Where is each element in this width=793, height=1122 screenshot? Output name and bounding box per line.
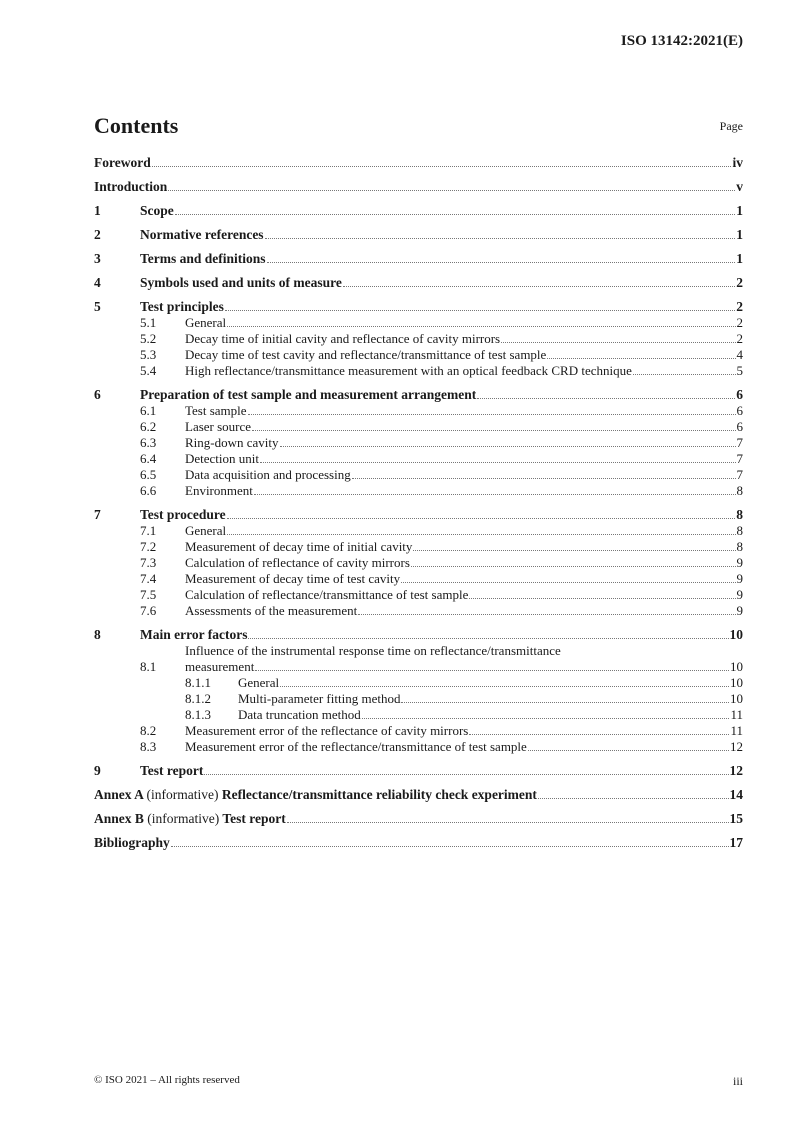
toc-entry-number: 8.1.3 xyxy=(185,707,211,722)
toc-entry[interactable] xyxy=(94,523,743,539)
leader-dots xyxy=(225,310,735,311)
leader-dots xyxy=(633,374,736,375)
toc-entry-page: 10 xyxy=(730,675,743,690)
toc-entry[interactable] xyxy=(94,315,743,331)
toc-entry-page: 8 xyxy=(736,523,743,538)
toc-entry-number: 7.3 xyxy=(140,555,157,570)
toc-entry[interactable] xyxy=(94,251,743,267)
annex-title: Reflectance/transmittance reliability check experiment xyxy=(221,787,537,802)
toc-entry-title: Test procedure xyxy=(140,507,226,522)
toc-entry-number: 6.4 xyxy=(140,451,157,466)
leader-dots xyxy=(477,398,735,399)
toc-entry[interactable] xyxy=(94,787,743,803)
document-id-header: ISO 13142:2021(E) xyxy=(620,33,743,49)
leader-dots xyxy=(227,326,735,327)
toc-entry[interactable] xyxy=(94,643,743,675)
leader-dots xyxy=(469,734,729,735)
leader-dots xyxy=(265,238,736,239)
toc-entry-title: Environment xyxy=(185,483,253,498)
toc-entry-title: Detection unit xyxy=(185,451,260,466)
toc-entry-page: 7 xyxy=(736,435,743,450)
toc-entry-number: 4 xyxy=(94,275,101,290)
leader-dots xyxy=(401,582,735,583)
page-number: iii xyxy=(732,1074,743,1088)
leader-dots xyxy=(413,550,735,551)
toc-entry-page: 12 xyxy=(729,763,743,778)
title-line-1: Influence of the instrumental response time on reflectance/transmittance xyxy=(185,643,561,658)
leader-dots xyxy=(280,446,736,447)
leader-dots xyxy=(362,718,730,719)
leader-dots xyxy=(248,638,728,639)
toc-entry[interactable] xyxy=(94,675,743,691)
toc-entry-number: 2 xyxy=(94,227,101,242)
leader-dots xyxy=(469,598,735,599)
toc-entry-page: 8 xyxy=(736,539,743,554)
toc-entry-number: 7.5 xyxy=(140,587,157,602)
toc-entry[interactable] xyxy=(94,419,743,435)
annex-note: (informative) xyxy=(147,811,220,826)
toc-entry-title: Assessments of the measurement xyxy=(185,603,358,618)
title-continuation: measurement xyxy=(185,659,255,674)
toc-entry[interactable] xyxy=(94,571,743,587)
toc-entry[interactable] xyxy=(94,435,743,451)
toc-entry-number: 3 xyxy=(94,251,101,266)
annex-label: Annex B xyxy=(94,811,144,826)
toc-entry-title: Laser source xyxy=(185,419,252,434)
leader-dots xyxy=(260,462,735,463)
toc-entry[interactable] xyxy=(94,707,743,723)
leader-dots xyxy=(227,518,736,519)
toc-entry-page: 2 xyxy=(736,315,743,330)
toc-entry[interactable] xyxy=(94,507,743,523)
toc-entry[interactable] xyxy=(94,347,743,363)
table-of-contents xyxy=(94,155,743,851)
leader-dots xyxy=(528,750,729,751)
toc-entry-page: 6 xyxy=(736,387,743,402)
toc-entry-page: 7 xyxy=(736,467,743,482)
toc-entry[interactable] xyxy=(94,739,743,755)
leader-dots xyxy=(227,534,735,535)
leader-dots xyxy=(343,286,735,287)
toc-entry-number: 8.1 xyxy=(140,659,157,674)
toc-entry-page: 9 xyxy=(736,555,743,570)
toc-entry-number: 8 xyxy=(94,627,101,642)
toc-entry-title: Measurement error of the reflectance/transmittance of test sample xyxy=(185,739,527,754)
leader-dots xyxy=(204,774,728,775)
toc-entry[interactable] xyxy=(94,179,743,195)
toc-entry-number: 7.4 xyxy=(140,571,157,586)
toc-entry-page: 6 xyxy=(736,419,743,434)
toc-entry-number: 5.4 xyxy=(140,363,157,378)
toc-entry-title: Measurement of decay time of initial cavity xyxy=(185,539,413,554)
toc-entry[interactable] xyxy=(94,363,743,379)
toc-entry[interactable] xyxy=(94,627,743,643)
toc-entry[interactable] xyxy=(94,587,743,603)
toc-entry-number: 8.3 xyxy=(140,739,157,754)
toc-entry[interactable] xyxy=(94,275,743,291)
toc-entry[interactable] xyxy=(94,539,743,555)
leader-dots xyxy=(252,430,735,431)
toc-entry-title: Bibliography xyxy=(94,835,170,850)
toc-entry-number: 5.3 xyxy=(140,347,157,362)
toc-entry-number: 5.2 xyxy=(140,331,157,346)
toc-entry[interactable] xyxy=(94,603,743,619)
toc-entry-title: Terms and definitions xyxy=(140,251,266,266)
toc-entry-number: 8.1.1 xyxy=(185,675,211,690)
page-column-label: Page xyxy=(719,119,743,133)
toc-entry-title: Multi-parameter fitting method xyxy=(238,691,401,706)
toc-entry-number: 7.2 xyxy=(140,539,157,554)
toc-entry-page: 15 xyxy=(729,811,743,826)
toc-entry-page: 10 xyxy=(730,691,743,706)
toc-entry-title: Scope xyxy=(140,203,174,218)
leader-dots xyxy=(352,478,736,479)
leader-dots xyxy=(538,798,729,799)
toc-entry[interactable] xyxy=(94,691,743,707)
toc-entry-number: 6.3 xyxy=(140,435,157,450)
toc-entry-title: Data truncation method xyxy=(238,707,361,722)
toc-entry-page: 2 xyxy=(736,331,743,346)
toc-entry-page: 9 xyxy=(736,587,743,602)
toc-entry-title xyxy=(94,811,286,827)
toc-entry-page: 17 xyxy=(729,835,743,850)
toc-entry-page: 1 xyxy=(736,251,743,266)
toc-entry-title: Normative references xyxy=(140,227,264,242)
copyright-footer: © ISO 2021 – All rights reserved xyxy=(94,1074,240,1086)
toc-entry[interactable] xyxy=(94,227,743,243)
toc-entry-title: General xyxy=(185,523,227,538)
toc-entry-title: Data acquisition and processing xyxy=(185,467,351,482)
leader-dots xyxy=(411,566,736,567)
annex-label: Annex A xyxy=(94,787,144,802)
toc-entry-page: 12 xyxy=(730,739,743,754)
leader-dots xyxy=(358,614,735,615)
toc-entry[interactable] xyxy=(94,451,743,467)
toc-entry-page: 6 xyxy=(736,403,743,418)
toc-entry-page: 2 xyxy=(736,299,743,314)
toc-entry-page: 8 xyxy=(736,507,743,522)
toc-entry-number: 9 xyxy=(94,763,101,778)
toc-entry-title: Decay time of test cavity and reflectance/transmittance of test sample xyxy=(185,347,547,362)
toc-entry-page: 8 xyxy=(736,483,743,498)
toc-entry-page: 4 xyxy=(736,347,743,362)
toc-entry[interactable] xyxy=(94,555,743,571)
toc-entry[interactable] xyxy=(94,403,743,419)
toc-entry[interactable] xyxy=(94,203,743,219)
toc-entry-page: 5 xyxy=(736,363,743,378)
leader-dots xyxy=(168,190,735,191)
toc-entry[interactable] xyxy=(94,811,743,827)
toc-entry[interactable] xyxy=(94,299,743,315)
leader-dots xyxy=(152,166,732,167)
toc-entry-page: iv xyxy=(732,155,743,170)
leader-dots xyxy=(280,686,729,687)
toc-entry-number: 6.6 xyxy=(140,483,157,498)
toc-entry[interactable] xyxy=(94,155,743,171)
toc-entry-number: 6.5 xyxy=(140,467,157,482)
toc-entry[interactable] xyxy=(94,387,743,403)
toc-entry-page: 1 xyxy=(736,203,743,218)
toc-entry-number: 1 xyxy=(94,203,101,218)
toc-entry-number: 7.6 xyxy=(140,603,157,618)
toc-entry-number: 7 xyxy=(94,507,101,522)
leader-dots xyxy=(287,822,729,823)
toc-entry-page: 2 xyxy=(736,275,743,290)
toc-entry-number: 6.1 xyxy=(140,403,157,418)
toc-entry[interactable] xyxy=(94,467,743,483)
toc-entry-title: High reflectance/transmittance measurement with an optical feedback CRD technique xyxy=(185,363,632,378)
toc-entry-title: Measurement of decay time of test cavity xyxy=(185,571,401,586)
leader-dots xyxy=(255,670,729,671)
leader-dots xyxy=(267,262,736,263)
toc-entry-page: 9 xyxy=(736,603,743,618)
toc-entry-number: 5 xyxy=(94,299,101,314)
toc-entry[interactable] xyxy=(94,483,743,499)
toc-entry-title: Calculation of reflectance of cavity mirrors xyxy=(185,555,410,570)
toc-entry-page: 11 xyxy=(730,707,743,722)
leader-dots xyxy=(401,702,729,703)
toc-entry-page: 14 xyxy=(729,787,743,802)
toc-entry-title: Ring-down cavity xyxy=(185,435,279,450)
toc-entry-title: Symbols used and units of measure xyxy=(140,275,342,290)
leader-dots xyxy=(501,342,735,343)
toc-entry-title: Introduction xyxy=(94,179,168,194)
toc-entry-page: 11 xyxy=(730,723,743,738)
toc-entry-number: 5.1 xyxy=(140,315,157,330)
toc-entry-title: Test report xyxy=(140,763,204,778)
toc-entry-number: 8.1.2 xyxy=(185,691,211,706)
leader-dots xyxy=(171,846,729,847)
toc-entry-title: Measurement error of the reflectance of cavity mirrors xyxy=(185,723,469,738)
title-line-2 xyxy=(185,659,743,675)
annex-note: (informative) xyxy=(146,787,219,802)
toc-entry-page: 10 xyxy=(730,659,743,674)
toc-entry-page: 9 xyxy=(736,571,743,586)
toc-entry-number: 6 xyxy=(94,387,101,402)
leader-dots xyxy=(248,414,736,415)
toc-entry-title: Main error factors xyxy=(140,627,248,642)
toc-entry-title: General xyxy=(238,675,280,690)
leader-dots xyxy=(547,358,735,359)
annex-title: Test report xyxy=(222,811,286,826)
leader-dots xyxy=(254,494,736,495)
toc-entry-title: Calculation of reflectance/transmittance of test sample xyxy=(185,587,469,602)
toc-entry-number: 7.1 xyxy=(140,523,157,538)
toc-entry-title xyxy=(94,787,537,803)
toc-entry-title: Preparation of test sample and measurement arrangement xyxy=(140,387,477,402)
leader-dots xyxy=(175,214,736,215)
toc-entry-page: 7 xyxy=(736,451,743,466)
toc-entry-page: v xyxy=(736,179,743,194)
toc-entry-title: General xyxy=(185,315,227,330)
toc-entry[interactable] xyxy=(94,331,743,347)
toc-entry[interactable] xyxy=(94,835,743,851)
toc-entry-number: 6.2 xyxy=(140,419,157,434)
toc-entry-title: Test principles xyxy=(140,299,224,314)
contents-title: Contents xyxy=(94,113,179,138)
toc-entry-title: Decay time of initial cavity and reflectance of cavity mirrors xyxy=(185,331,501,346)
toc-entry[interactable] xyxy=(94,723,743,739)
toc-entry[interactable] xyxy=(94,763,743,779)
toc-entry-title xyxy=(185,643,743,675)
toc-entry-page: 10 xyxy=(729,627,743,642)
toc-entry-title: Foreword xyxy=(94,155,151,170)
toc-entry-page: 1 xyxy=(736,227,743,242)
toc-entry-title: Test sample xyxy=(185,403,247,418)
toc-entry-number: 8.2 xyxy=(140,723,157,738)
